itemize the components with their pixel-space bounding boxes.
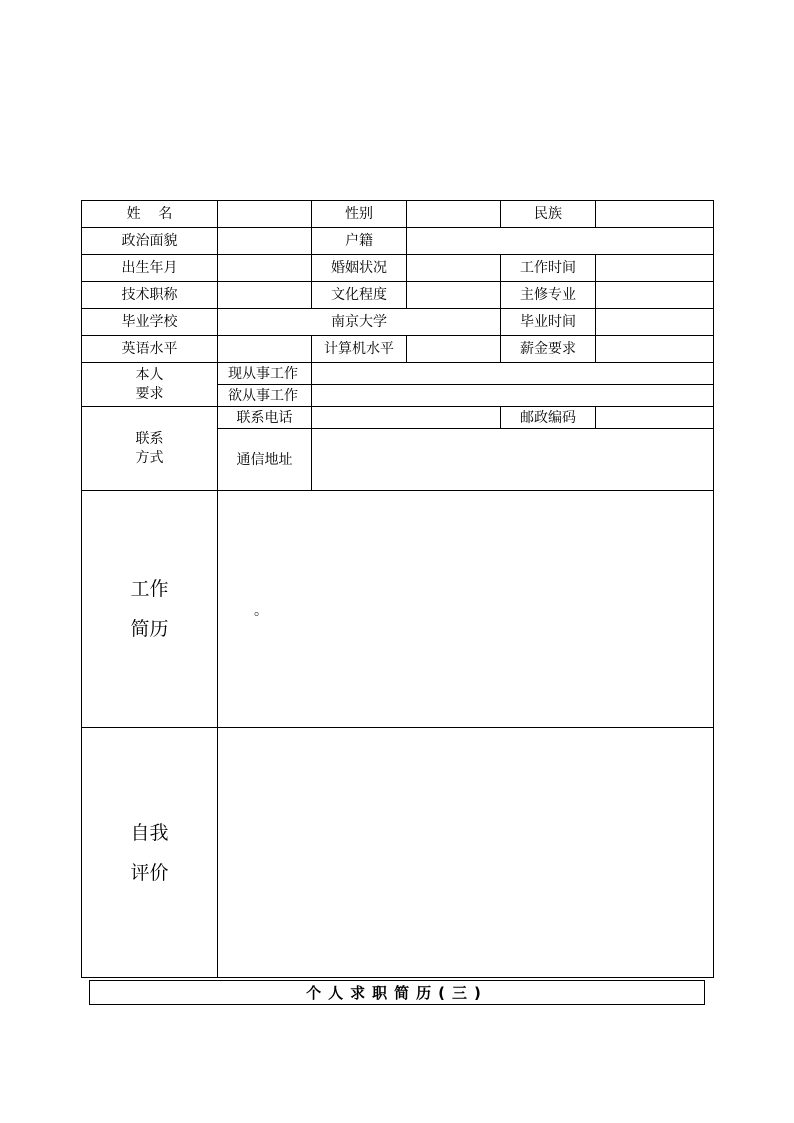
education-label: 文化程度 xyxy=(312,282,407,309)
marital-label: 婚姻状况 xyxy=(312,255,407,282)
birth-field[interactable] xyxy=(218,255,312,282)
experience-label xyxy=(82,491,218,728)
experience-content: 。 xyxy=(254,603,268,619)
english-label: 英语水平 xyxy=(82,336,218,363)
address-label: 通信地址 xyxy=(218,429,312,491)
contact-label xyxy=(82,407,218,491)
experience-field[interactable] xyxy=(218,491,714,728)
computer-label: 计算机水平 xyxy=(312,336,407,363)
ethnicity-label: 民族 xyxy=(501,201,596,228)
phone-label: 联系电话 xyxy=(218,407,312,429)
gender-label: 性别 xyxy=(312,201,407,228)
salary-label: 薪金要求 xyxy=(501,336,596,363)
contact-label-line2: 方式 xyxy=(135,450,164,466)
postcode-label: 邮政编码 xyxy=(501,407,596,429)
title-label: 技术职称 xyxy=(82,282,218,309)
grad-time-label: 毕业时间 xyxy=(501,309,596,336)
english-field[interactable] xyxy=(218,336,312,363)
postcode-field[interactable] xyxy=(596,407,714,429)
requirements-label xyxy=(82,363,218,407)
resume-form xyxy=(81,200,713,979)
self-eval-field[interactable] xyxy=(218,728,714,978)
title-field[interactable] xyxy=(218,282,312,309)
salary-field[interactable] xyxy=(596,336,714,363)
current-job-field[interactable] xyxy=(312,363,714,385)
footer-title: 个人求职简历(三) xyxy=(89,980,705,1005)
work-time-field[interactable] xyxy=(596,255,714,282)
major-label: 主修专业 xyxy=(501,282,596,309)
experience-label-line2: 简历 xyxy=(130,618,169,640)
requirements-label-line1: 本人 xyxy=(135,367,164,383)
self-eval-label-line1: 自我 xyxy=(130,821,169,844)
birth-label: 出生年月 xyxy=(82,255,218,282)
work-time-label: 工作时间 xyxy=(501,255,596,282)
current-job-label: 现从事工作 xyxy=(218,363,312,385)
political-field[interactable] xyxy=(218,228,312,255)
address-field[interactable] xyxy=(312,429,714,491)
hukou-field[interactable] xyxy=(407,228,714,255)
education-field[interactable] xyxy=(407,282,501,309)
desired-job-label: 欲从事工作 xyxy=(218,385,312,407)
desired-job-field[interactable] xyxy=(312,385,714,407)
requirements-label-line2: 要求 xyxy=(135,386,164,402)
ethnicity-field[interactable] xyxy=(596,201,714,228)
experience-label-line1: 工作 xyxy=(130,578,169,600)
name-label: 姓 名 xyxy=(82,201,218,228)
political-label: 政治面貌 xyxy=(82,228,218,255)
school-label: 毕业学校 xyxy=(82,309,218,336)
grad-time-field[interactable] xyxy=(596,309,714,336)
marital-field[interactable] xyxy=(407,255,501,282)
major-field[interactable] xyxy=(596,282,714,309)
phone-field[interactable] xyxy=(312,407,501,429)
self-eval-label xyxy=(82,728,218,978)
self-eval-label-line2: 评价 xyxy=(130,861,169,884)
name-field[interactable] xyxy=(218,201,312,228)
computer-field[interactable] xyxy=(407,336,501,363)
contact-label-line1: 联系 xyxy=(135,431,164,447)
hukou-label: 户籍 xyxy=(312,228,407,255)
gender-field[interactable] xyxy=(407,201,501,228)
school-field[interactable]: 南京大学 xyxy=(218,309,501,336)
